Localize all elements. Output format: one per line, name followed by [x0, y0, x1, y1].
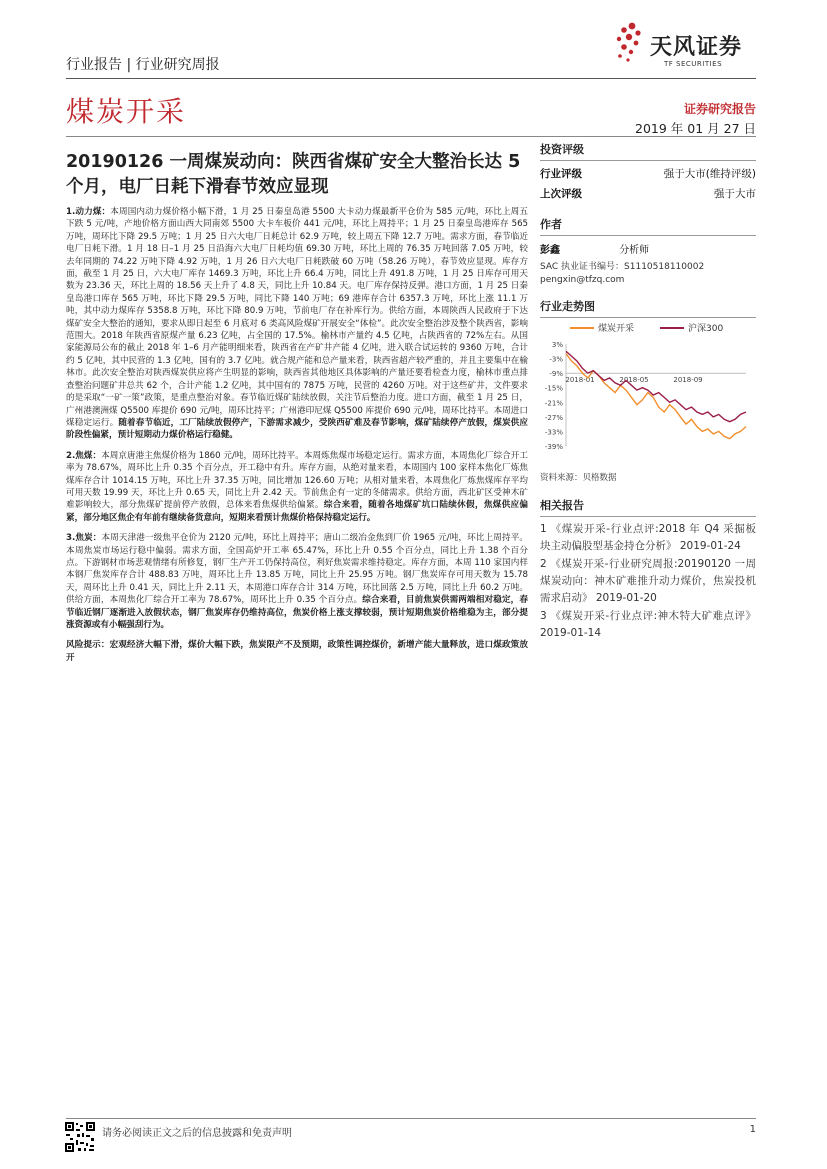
- section-lead: 1.动力煤：: [66, 207, 111, 217]
- report-type: 行业报告 | 行业研究周报: [66, 57, 220, 73]
- y-tick-label: 3%: [551, 341, 563, 349]
- trend-header: 行业走势图: [540, 298, 756, 318]
- section-text: 本周国内动力煤价格小幅下滑，1 月 25 日秦皇岛港 5500 大卡动力煤最新平仓价为 585 元/吨，环比上周五下跌 5 元/吨，产地价格方面山西大同南郊 5500 大卡车板价 441 元/吨，环比上周持平；1 月 25 日秦皇岛港库存 565 万吨，周环比下降 29.5 万吨；1 月 25 日六大电厂日耗总计 62.9 万吨，较上周五下降 12.7 万吨。需求方面，春节临近电厂日耗下滑。1 月 18 日–1 月 25 日沿海六大电厂日耗均值 69.30 万吨，环比上周的 76.35 万吨回落 7.05 万吨，较去年同期的 74.22 万吨下降 4.92 万吨，1 月 26 日六大电厂日耗跌破 60 万吨（58.26 万吨），春节效应显现。库存方面，截至 1 月 25 日，六大电厂库存 1469.3 万吨，环比上升 66.4 万吨，同比上升 491.8 万吨，1 月 25 日库存可用天数为 23.36 天，环比上周的 18.56 天上升了 4.8 天，同比上升 10.84 天。电厂库存保持反弹。港口方面，1 月 25 日秦皇岛港口库存 565 万吨，环比下降 29.5 万吨，同比下降 140 万吨；69 港库存合计 6357.3 万吨，环比上涨 11.1 万吨，其中动力煤库存 5358.8 万吨，环比下降 80.9 万吨，节前电厂存在补库行为。供给方面，本周陕西人民政府于下达煤矿安全大整治的通知，要求从即日起至 6 月底对 6 类高风险煤矿开展安全“体检”。此次安全整治涉及整个陕西省，影响范围大。2018 年陕西省原煤产量 6.23 亿吨，占全国的 17.5%。榆林市产量约 4.5 亿吨，占陕西省的 72%左右。从国家能源局公布的截止 2018 年 1–6 月产能明细来看，陕西省在产矿井产能 4 亿吨，进入联合试运转的 9360 万吨，合计约 5 亿吨，其中民营的 1.3 亿吨，国有的 3.7 亿吨。就合规产能和总产量来看，陕西省超产较严重的，并且主要集中在榆林市。此次安全整治对陕西煤炭供应将产生明显的影响，陕西省其他地区具体影响的产量还要看检查力度，榆林市重点排查整治问题矿井总共 62 个，合计产能 1.2 亿吨，其中国有的 7875 万吨，民营的 4260 万吨。对于这些矿井，文件要求的是采取“一矿一策”政策，是重点整治对象。春节临近煤矿陆续放假，关注节后整治力度。进口方面，截至 1 月 25 日，广州港澳洲煤 Q5500 库提价 690 元/吨，周环比持平；广州港印尼煤 Q5500 库提价 690 元/吨，周环比持平。本周进口煤稳定运行。: [66, 207, 528, 428]
- section-lead: 3.焦炭：: [66, 533, 102, 544]
- section-conclusion: 综合来看，随着各地煤矿坑口陆续休假，焦煤供应偏紧，部分地区焦企有年前有继续备货意向，短期来看预计焦煤价格保持稳定运行。: [66, 500, 528, 523]
- rating-header: 投资评级: [540, 141, 756, 161]
- risk-lead: 风险提示：: [66, 640, 110, 651]
- y-tick-label: -33%: [544, 428, 563, 437]
- sector-name: 煤炭开采: [66, 95, 187, 128]
- section-coke: [66, 532, 528, 631]
- industry-rating-value: 强于大市(维持评级): [663, 168, 756, 180]
- y-tick-label: -27%: [544, 413, 563, 422]
- legend-label: 煤炭开采: [598, 324, 635, 334]
- x-tick-label: 2018-01: [565, 376, 595, 385]
- tf-logo-icon: [610, 20, 644, 64]
- y-tick-label: -39%: [544, 443, 563, 451]
- analyst-role: 分析师: [619, 245, 650, 256]
- previous-rating-label: 上次评级: [540, 188, 582, 200]
- y-tick-label: -21%: [544, 399, 563, 408]
- related-item[interactable]: 1 《煤炭开采-行业点评:2018 年 Q4 采掘板块主动偏股型基金持仓分析》 2019-01-24: [540, 523, 756, 552]
- subheader-divider: [66, 136, 756, 137]
- section-coking-coal: [66, 450, 528, 524]
- qr-code-icon: [64, 1121, 96, 1153]
- y-tick-label: -15%: [544, 384, 563, 393]
- legend-label: 沪深300: [688, 324, 724, 334]
- author-panel: [540, 216, 756, 285]
- related-item[interactable]: 2 《煤炭开采-行业研究周报:20190120 一周煤炭动向：神木矿难推升动力煤价，焦炭投机需求启动》 2019-01-20: [540, 558, 756, 604]
- section-text: 本周天津港一级焦平仓价为 2120 元/吨，环比上周持平；唐山二级冶金焦到厂价 1965 元/吨，环比上周持平。本周焦炭市场运行稳中偏弱。需求方面，全国高炉开工率 65.47%，环比上升 0.55 个百分点，同比上升 1.38 个百分点。下游钢材市场悲观情绪有所修复，钢厂生产开工仍保持高位，利好焦炭需求维持稳定。库存方面，本周 110 家国内样本钢厂焦炭库存合计 488.83 万吨，周环比上升 13.85 万吨，同比上升 25.95 万吨。钢厂焦炭库存可用天数为 15.78 天，周环比上升 0.41 天，同比上升 2.11 天，本周港口库存合计 314 万吨，环比回落 2.5 万吨，同比上升 60.2 万吨。供给方面，本周焦化厂综合开工率为 78.67%，周环比上升 0.35 个百分点。: [66, 533, 528, 606]
- related-item[interactable]: 3 《煤炭开采-行业点评:神木特大矿难点评》 2019-01-14: [540, 610, 756, 639]
- analyst-row: [540, 241, 756, 256]
- industry-rating-row: [540, 166, 756, 181]
- report-date: 2019 年 01 月 27 日: [635, 121, 756, 136]
- chart-source: 资料来源：贝格数据: [540, 473, 617, 483]
- related-header: 相关报告: [540, 497, 756, 517]
- header-divider: [66, 78, 756, 79]
- section-text: 本周京唐港主焦煤价格为 1860 元/吨，周环比持平。本周炼焦煤市场稳定运行。需求方面，本周焦化厂综合开工率为 78.67%，周环比上升 0.35 个百分点，开工稳中有升。库存方面，从绝对量来看，本周国内 100 家样本焦化厂炼焦煤库存合计 1014.15 万吨，环比上升 37.35 万吨，同比增加 126.60 万吨；从相对量来看，本周焦化厂炼焦煤库存平均可用天数 19.99 天，环比上升 0.65 天，同比上升 2.42 天。节前焦企有一定的冬储需求。供给方面，西北矿区受神木矿难影响较大，部分焦煤矿提前停产放假，总体来看焦煤供给偏紧。: [66, 450, 528, 511]
- brand-name-en: TF SECURITIES: [664, 60, 723, 68]
- section-lead: 2.焦煤：: [66, 450, 102, 461]
- risk-text: 宏观经济大幅下滑，煤价大幅下跌，焦炭限产不及预期，政策性调控煤价，新增产能大量释放，进口煤政策放开: [66, 640, 528, 663]
- sac-number: SAC 执业证书编号：S1110518110002: [540, 262, 705, 272]
- section-thermal-coal: [66, 206, 528, 442]
- previous-rating-value: 强于大市: [714, 188, 756, 200]
- x-tick-label: 2018-05: [619, 376, 649, 385]
- report-body: [66, 206, 528, 672]
- report-kind: 证券研究报告: [683, 102, 756, 116]
- trend-panel: [540, 298, 756, 318]
- rating-panel: [540, 141, 756, 201]
- related-panel: [540, 497, 756, 643]
- risk-warning: [66, 639, 528, 664]
- footer-divider: [66, 1118, 756, 1119]
- brand-name-cn: 天风证券: [650, 35, 743, 60]
- analyst-name: 彭鑫: [540, 245, 560, 256]
- page-number: 1: [749, 1124, 756, 1135]
- analyst-email[interactable]: pengxin@tfzq.com: [540, 275, 625, 285]
- series-line: [566, 354, 746, 439]
- section-conclusion: 综合来看，目前焦炭供需两端相对稳定，春节临近钢厂逐渐进入放假状态，钢厂焦炭库存仍维持高位，焦炭价格上涨支撑较弱，预计短期焦炭价格维稳为主，部分提涨资源或有小幅强刮行为。: [66, 595, 528, 630]
- related-list: [540, 521, 756, 642]
- author-header: 作者: [540, 216, 756, 236]
- series-line: [566, 351, 746, 421]
- y-tick-label: -3%: [549, 355, 563, 364]
- y-tick-label: -9%: [549, 370, 563, 379]
- section-conclusion: 随着春节临近，工厂陆续放假停产，下游需求减少，受陕西矿难及春节影响，煤矿陆续停产放假，煤炭供应阶段性偏紧，预计短期动力煤价格运行稳健。: [66, 417, 528, 441]
- footer-disclaimer: 请务必阅读正文之后的信息披露和免责声明: [102, 1128, 292, 1139]
- industry-rating-label: 行业评级: [540, 168, 582, 180]
- x-tick-label: 2018-09: [673, 376, 703, 385]
- previous-rating-row: [540, 186, 756, 201]
- trend-chart: [540, 318, 756, 456]
- report-title: 20190126 一周煤炭动向：陕西省煤矿安全大整治长达 5 个月，电厂日耗下滑春节效应显现: [66, 152, 521, 197]
